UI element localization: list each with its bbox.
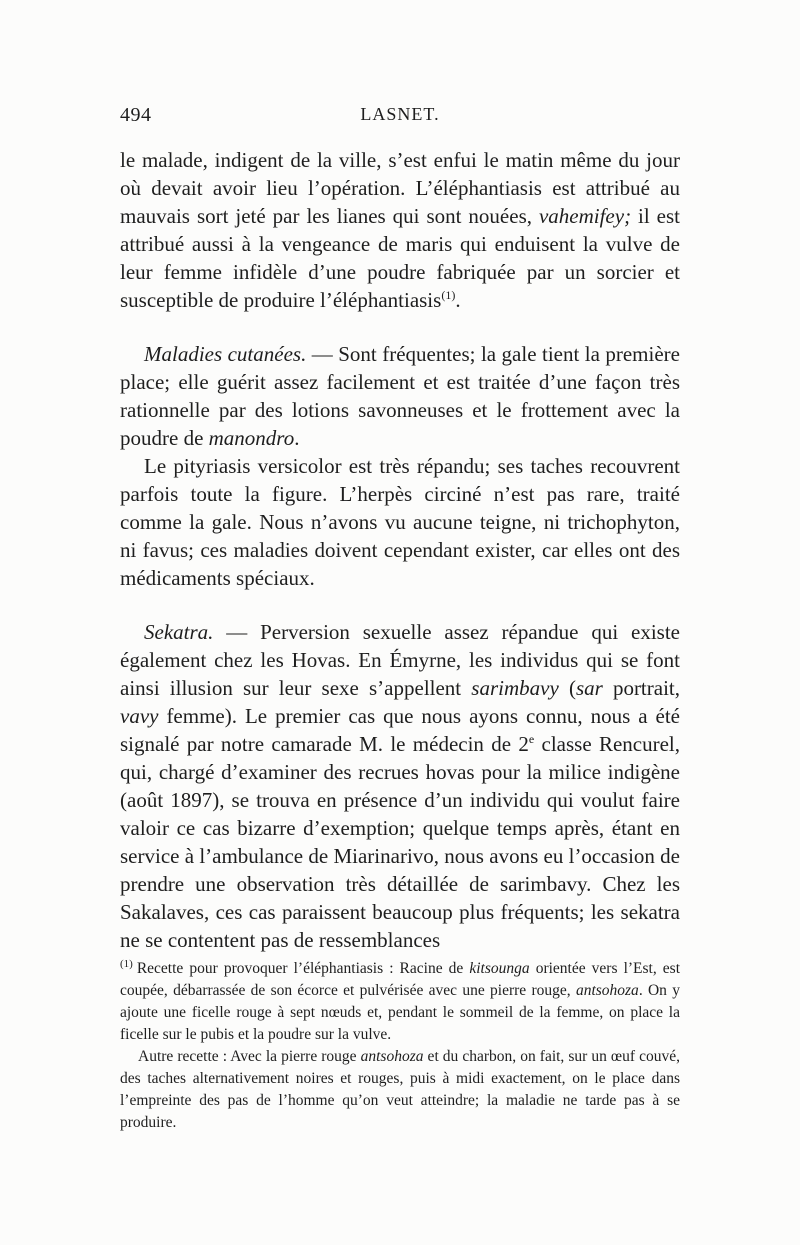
section-heading-sekatra: Sekatra.	[144, 620, 214, 644]
italic-term-antsohoza: antsohoza	[360, 1048, 424, 1065]
italic-term-vavy: vavy	[120, 704, 159, 728]
ordinal-superscript: e	[528, 732, 535, 746]
footnote-1-continued	[120, 1046, 680, 1134]
paragraph-pityriasis	[120, 452, 680, 592]
page-header	[120, 104, 680, 138]
text-run: orientée vers l’Est, est coupée, débarrassée de son écorce et pulvérisée avec une pierre rouge,	[120, 960, 680, 999]
text-run: le malade, indigent de la ville, s’est enfui le matin même du jour où devait avoir lieu l’opération. L’éléphantiasis est attribué au mauvais sort jeté par les lianes qui sont nouées,	[120, 148, 680, 228]
text-run: — Sont fréquentes; la gale tient la première place; elle guérit assez facilement et est traitée d’une façon très rationnelle par des lotions savonneuses et le frottement avec la poudre de	[120, 342, 680, 450]
text-run: et du charbon, on fait, sur un œuf couvé, des taches alternativement noires et rouges, puis à midi exactement, on le place dans l’empreinte des pas de l’homme qu’on veut atteindre; la maladie ne tarde pas à se produire.	[120, 1048, 680, 1131]
italic-term-antsohoza: antsohoza	[575, 982, 639, 999]
paragraph-elephantiasis-continued	[120, 146, 680, 314]
text-run: portrait,	[602, 676, 680, 700]
footnote-reference: (1)	[441, 288, 456, 302]
running-head: LASNET.	[360, 104, 440, 124]
footnote-marker: (1)	[120, 957, 133, 970]
footnotes	[120, 958, 680, 1134]
text-run: . On y ajoute une ficelle rouge à sept nœuds et, pendant le sommeil de la femme, on place la ficelle sur le pubis et la poudre sur la vulve.	[120, 982, 680, 1043]
italic-term-vahemifey: vahemifey;	[538, 204, 632, 228]
italic-term-sar: sar	[575, 676, 603, 700]
text-run: (	[558, 676, 576, 700]
paragraph-sekatra	[120, 618, 680, 954]
text-run: — Perversion sexuelle assez répandue qui existe également chez les Hovas. En Émyrne, les individus qui se font ainsi illusion sur leur sexe s’appellent	[120, 620, 680, 700]
text-run: .	[455, 288, 461, 312]
italic-term-sarimbavy: sarimbavy	[471, 676, 559, 700]
italic-term-manondro: manondro	[208, 426, 295, 450]
footnote-1	[120, 958, 680, 1046]
section-heading-maladies-cutanees: Maladies cutanées.	[144, 342, 307, 366]
body-text	[120, 146, 680, 954]
text-run: femme). Le premier cas que nous ayons connu, nous a été signalé par notre camarade M. le médecin de 2	[120, 704, 680, 756]
text-run: Autre recette : Avec la pierre rouge	[138, 1048, 361, 1065]
paragraph-maladies-cutanees	[120, 340, 680, 452]
page-number: 494	[120, 104, 152, 126]
text-run: Le pityriasis versicolor est très répandu; ses taches recouvrent parfois toute la figure. L’herpès circiné n’est pas rare, traité comme la gale. Nous n’avons vu aucune teigne, ni trichophyton, ni favus; ces maladies doivent cependant exister, car elles ont des médicaments spéciaux.	[120, 454, 680, 590]
text-run: il est attribué aussi à la vengeance de maris qui enduisent la vulve de leur femme infidèle d’une poudre fabriquée par un sorcier et susceptible de produire l’éléphantiasis	[120, 204, 680, 312]
text-run: classe Rencurel, qui, chargé d’examiner des recrues hovas pour la milice indigène (août 1897), se trouva en présence d’un individu qui voulut faire valoir ce cas bizarre d’exemption; quelque temps après, étant en service à l’ambulance de Miarinarivo, nous avons eu l’occasion de prendre une observation très détaillée de sarimbavy. Chez les Sakalaves, ces cas paraissent beaucoup plus fréquents; les sekatra ne se contentent pas de ressemblances	[120, 732, 680, 952]
italic-term-kitsounga: kitsounga	[469, 960, 530, 977]
text-run: Recette pour provoquer l’éléphantiasis : Racine de	[136, 960, 470, 977]
text-run: .	[294, 426, 300, 450]
